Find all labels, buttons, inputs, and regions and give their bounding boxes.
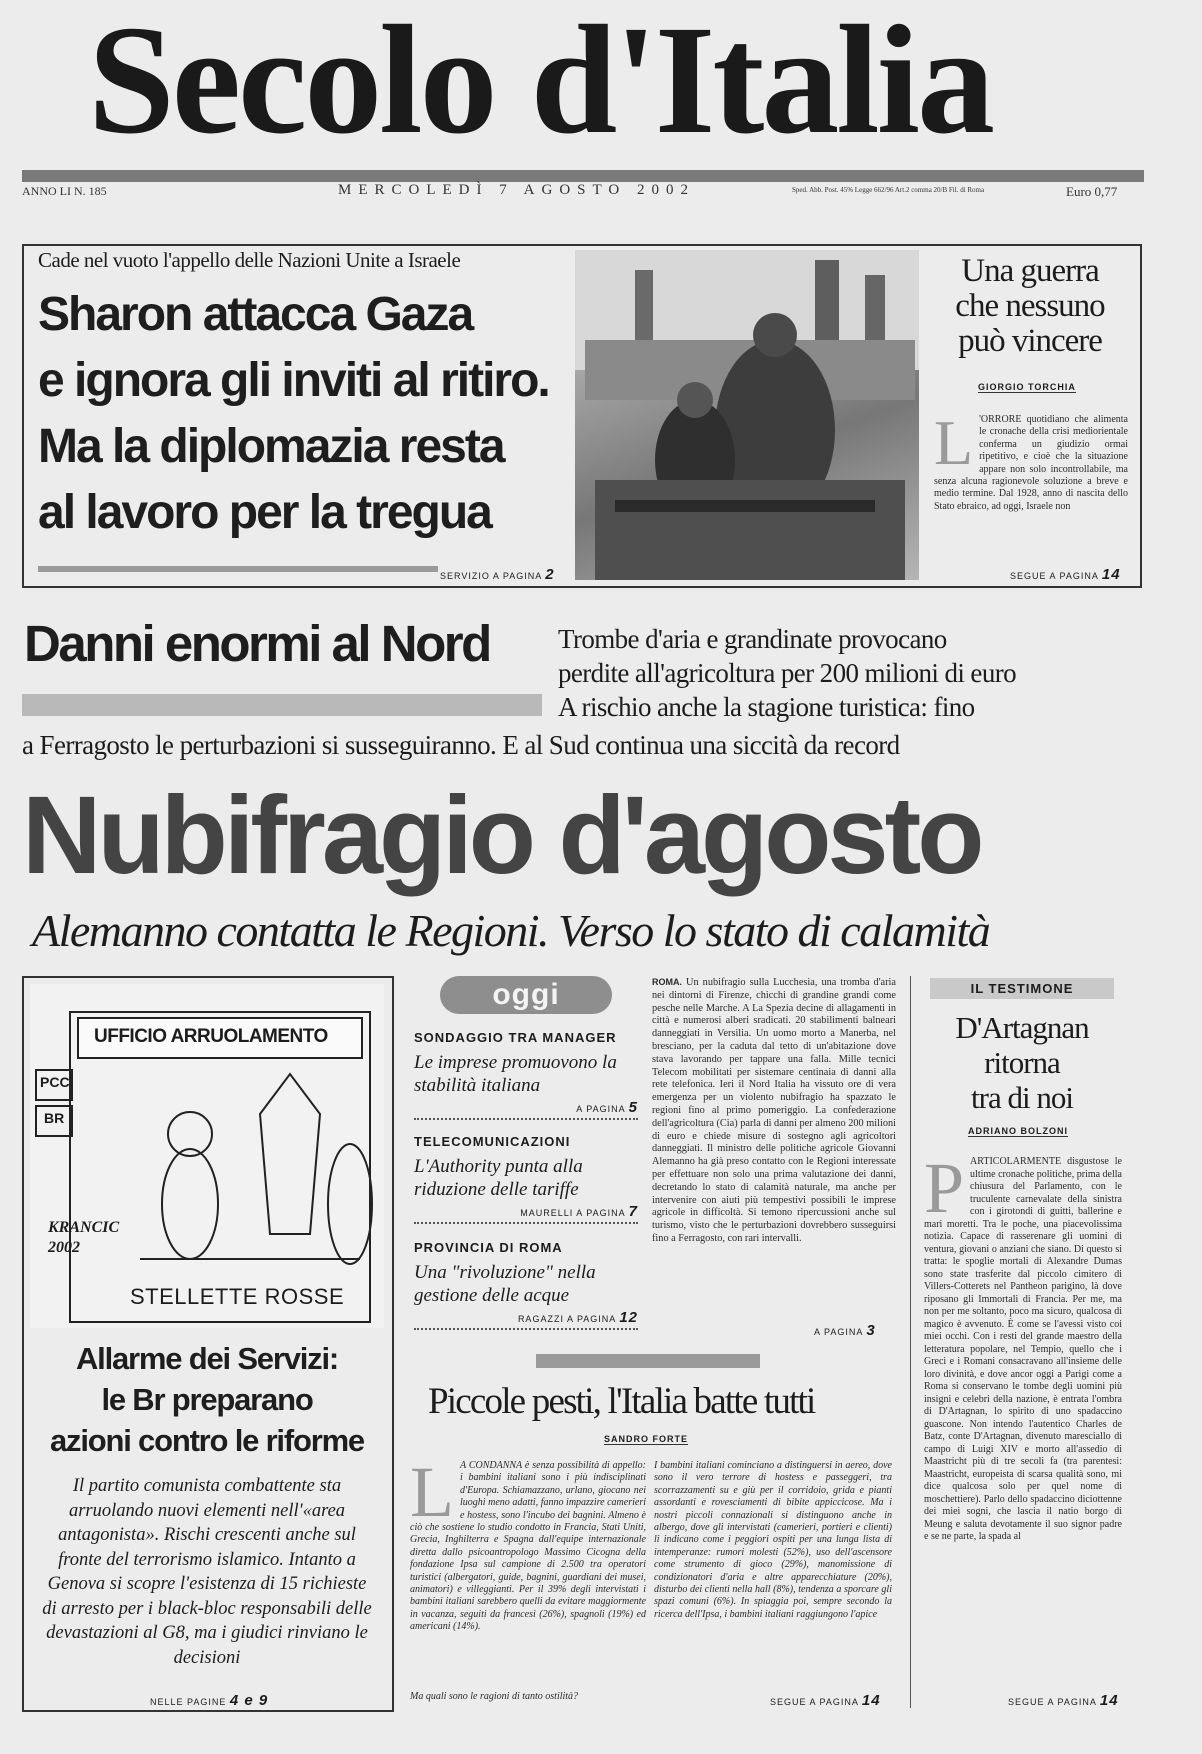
price: Euro 0,77 bbox=[1066, 184, 1118, 199]
oggi-item[interactable] bbox=[414, 1240, 638, 1330]
allarme-ref-text: NELLE PAGINE bbox=[150, 1697, 227, 1707]
oggi-item-title: Le imprese promuovono la stabilità italiana bbox=[414, 1052, 617, 1096]
testimone-author: ADRIANO BOLZONI bbox=[968, 1126, 1068, 1136]
pesti-rule bbox=[536, 1354, 760, 1368]
sharon-ref-text: SERVIZIO A PAGINA bbox=[440, 571, 542, 581]
sharon-headline bbox=[38, 282, 578, 546]
testimone-page-ref bbox=[1008, 1692, 1119, 1709]
pesti-headline: Piccole pesti, l'Italia batte tutti bbox=[428, 1381, 815, 1422]
roma-page-ref bbox=[814, 1322, 876, 1339]
guerra-ref-page: 14 bbox=[1101, 566, 1121, 583]
sharon-headline-line: al lavoro per la tregua bbox=[38, 486, 491, 539]
pesti-column-2: I bambini italiani cominciano a distinguersi in aereo, dove sono il vero terrore di hostess e passeggeri, tra scorrazzamenti su e giù per il corridoio, grida e pianti assordanti e rovesciamenti di bibite appiccicose. Ma i nostri piccoli connazionali si distinguono anche in albergo, dove gli intervistati (camerieri, portieri e clienti) li indicano come i peggiori ospiti per una lunga lista di intemperanze: rumori molesti (52%), uso dell'ascensore come strumento di gioco (29%), manomissione di condizionatori d'aria e altre apparecchiature (20%), disturbo dei clienti nella hall (8%), tendenza a sporcare gli spazi comuni (6%). In spiaggia poi, sempre secondo la ricerca dell'Ipsa, i bambini italiani raggiungono l'apice bbox=[654, 1460, 892, 1620]
sharon-headline-line: Sharon attacca Gaza bbox=[38, 288, 473, 341]
oggi-item-ref-text: RAGAZZI A PAGINA bbox=[517, 1314, 616, 1324]
roma-dateline: ROMA. bbox=[652, 977, 682, 987]
postal-notice: Sped. Abb. Post. 45% Legge 662/96 Art.2 comma 20/B Fil. di Roma bbox=[792, 186, 985, 194]
oggi-item-separator bbox=[414, 1222, 638, 1224]
main-subhead: Alemanno contatta le Regioni. Verso lo stato di calamità bbox=[32, 905, 990, 956]
pesti-col1-text: A CONDANNA è senza possibilità di appello: i bambini italiani sono i più indisciplinati d'Europa. Schiamazzano, urlano, giocano nei luoghi meno adatti, fanno impazzire camerieri e hostess, sono l'incubo dei bagnini. Almeno è ciò che sostiene lo studio condotto in Francia, Stati Uniti, Grecia, Inghilterra e Spagna dall'equipe internazionale diretta dallo psicoantropologo Massimo Cicogna della fondazione Ipsa sul campione di 2.500 tra operatori turistici (albergatori, guide, bagnini, guardiani dei musei, animatori) e villeggianti. Per il 39% degli intervistati i bambini italiani sarebbero quelli da evitare maggiormente in vacanza, seguiti da francesi (26%), spagnoli (19%) ed americani (14%). bbox=[410, 1460, 646, 1633]
testimone-ref-text: SEGUE A PAGINA bbox=[1008, 1697, 1097, 1707]
pesti-page-ref bbox=[770, 1692, 881, 1709]
oggi-item-section: SONDAGGIO TRA MANAGER bbox=[414, 1030, 617, 1045]
roma-ref-page: 3 bbox=[866, 1322, 876, 1339]
guerra-body bbox=[934, 414, 1128, 554]
danni-deck-full: a Ferragosto le perturbazioni si susseguiranno. E al Sud continua una siccità da record bbox=[22, 730, 900, 760]
main-headline: Nubifragio d'agosto bbox=[22, 774, 981, 897]
masthead-title: Secolo d'Italia bbox=[88, 0, 993, 166]
oggi-item-ref bbox=[414, 1309, 638, 1326]
cartoon-label-pcc: PCC bbox=[40, 1074, 70, 1090]
sharon-ref-rule bbox=[38, 566, 438, 572]
danni-deck bbox=[558, 622, 1016, 724]
issue-date: MERCOLEDÌ 7 AGOSTO 2002 bbox=[338, 182, 695, 198]
oggi-item-ref bbox=[414, 1203, 638, 1220]
roma-body: Un nubifragio sulla Lucchesia, una tromba d'aria nei dintorni di Firenze, chicchi di grandine grandi come pesche nelle Marche. A La Spezia decine di allagamenti in città e numerosi alberi sradicati. 20 stabilimenti balneari danneggiati in Versilia. Un uomo morto a Manerba, nel bresciano, per la caduta dal tetto di un'abitazione dove stava lavorando per tappare una falla. Mille tecnici Telecom mobilitati per sistemare centinaia di danni alla rete telefonica. Ieri il Nord Italia ha vissuto ore di vera emergenza per un violento nubifragio ha spazzato le regioni fino al primo pomeriggio. La confederazione dell'agricoltura (Cia) parla di danni per almeno 200 milioni di euro e chiede misure di sostegno agli agricoltori danneggiati. Il ministro delle politiche agricole Giovanni Alemanno ha già preso contatto con le Regioni interessate per effettuare non solo una prima valutazione dei danni, decretando lo stato di calamità naturale, ma anche per intervenire con aiuti più tempestivi possibili le imprese agricole in difficoltà. Si temono ripercussioni anche sul turismo, visto che le perturbazioni dovrebbero susseguirsi fino a Ferragosto, con rari intervalli. bbox=[652, 977, 896, 1244]
testimone-headline-line: ritorna bbox=[984, 1045, 1060, 1080]
testimone-headline-line: tra di noi bbox=[971, 1080, 1073, 1115]
pesti-column-1 bbox=[410, 1460, 646, 1686]
gaza-soldiers-photo bbox=[575, 250, 919, 580]
allarme-headline bbox=[30, 1338, 384, 1461]
oggi-item-separator bbox=[414, 1328, 638, 1330]
allarme-headline-line: le Br preparano bbox=[101, 1382, 313, 1417]
sharon-kicker: Cade nel vuoto l'appello delle Nazioni Unite a Israele bbox=[38, 248, 461, 272]
pesti-author: SANDRO FORTE bbox=[604, 1434, 688, 1444]
allarme-ref-pages: 4 e 9 bbox=[229, 1692, 269, 1709]
oggi-item-ref-text: A PAGINA bbox=[576, 1104, 626, 1114]
guerra-headline bbox=[930, 254, 1130, 359]
testimone-dropcap: P bbox=[924, 1156, 965, 1228]
allarme-headline-line: azioni contro le riforme bbox=[50, 1423, 364, 1458]
oggi-item-title: L'Authority punta alla riduzione delle tariffe bbox=[414, 1156, 583, 1200]
testimone-headline-line: D'Artagnan bbox=[955, 1010, 1089, 1045]
oggi-item-ref-page: 7 bbox=[628, 1203, 638, 1220]
danni-rule bbox=[22, 694, 542, 716]
cartoon-label-br: BR bbox=[44, 1110, 65, 1126]
cartoon-caption: STELLETTE ROSSE bbox=[130, 1284, 345, 1309]
guerra-headline-line: può vincere bbox=[958, 323, 1102, 359]
cartoon-sign: UFFICIO ARRUOLAMENTO bbox=[94, 1026, 328, 1047]
oggi-item-ref-page: 5 bbox=[628, 1099, 638, 1116]
testimone-body-text: ARTICOLARMENTE disgustose le ultime cronache politiche, prima della chiusura del Parlamento, con le truculente carnevalate della sinistra con i girotondi di guitti, ballerine e mari moretti. Tra le poche, una piacevolissima notizia. Capace di rasserenare gli uomini di ventura, giovani o anziani che siano. Di questo si tratta: le spoglie mortali di Alexandre Dumas sono state trasferite dal piccolo cimitero di Villers-Cotterets nel Pantheon parigino, là dove riposano gli Immortali di Francia. Per me, ma non per me soltanto, poco ma sicuro, qualcosa di magico è avvenuto. È come se l'avessi visto coi miei occhi. Con i resti del grande maestro della letteratura popolare, nel Tempio, quello che i Greci e i Romani consacravano all'insieme delle loro divinità, e dove ancor oggi a Parigi come a Roma si conservano le tombe degli uomini più insigni e celebri della nazione, è entrata l'ombra di D'Artagnan, lo spirito di uno spadaccino guascone. Non intendo l'autentico Charles de Batz, conte D'Artagnan, divenuto maresciallo di campo di Luigi XIV e morto all'assedio di Maastricht più di tre secoli fa (tra parentesi: Maastricht, europeista di scarsa qualità sono, mi dice qualcosa solo per quel nome di moschettiere). Parlo dello spadaccino diciottenne dei miei sogni, che lascia il natio borgo di Meung e saluta devotamente il suo signor padre e se ne parte, la spada al bbox=[924, 1156, 1122, 1542]
oggi-item-ref-page: 12 bbox=[619, 1309, 638, 1326]
guerra-dropcap: L bbox=[934, 414, 974, 478]
pesti-ref-page: 14 bbox=[861, 1692, 881, 1709]
sharon-ref-page: 2 bbox=[545, 566, 555, 583]
masthead-rule bbox=[22, 170, 1144, 182]
guerra-author: GIORGIO TORCHIA bbox=[978, 382, 1076, 392]
oggi-item-separator bbox=[414, 1118, 638, 1120]
oggi-item-section: TELECOMUNICAZIONI bbox=[414, 1134, 571, 1149]
oggi-item[interactable] bbox=[414, 1134, 638, 1224]
allarme-page-ref bbox=[150, 1692, 268, 1709]
cartoon bbox=[30, 984, 384, 1328]
guerra-ref-text: SEGUE A PAGINA bbox=[1010, 571, 1099, 581]
oggi-item-section: PROVINCIA DI ROMA bbox=[414, 1240, 563, 1255]
danni-deck-line: A rischio anche la stagione turistica: fino bbox=[558, 692, 975, 722]
oggi-item-ref bbox=[414, 1099, 638, 1116]
issue-number: ANNO LI N. 185 bbox=[22, 184, 107, 198]
sharon-page-ref bbox=[440, 566, 555, 583]
guerra-headline-line: Una guerra bbox=[961, 253, 1099, 289]
oggi-item-ref-text: MAURELLI A PAGINA bbox=[520, 1208, 626, 1218]
danni-headline: Danni enormi al Nord bbox=[24, 615, 490, 672]
danni-deck-line: perdite all'agricoltura per 200 milioni di euro bbox=[558, 658, 1017, 688]
sharon-headline-line: Ma la diplomazia resta bbox=[38, 420, 504, 473]
pesti-col1-tail: Ma quali sono le ragioni di tanto ostilità? bbox=[410, 1691, 579, 1702]
testimone-headline bbox=[922, 1010, 1122, 1115]
guerra-body-text: 'ORRORE quotidiano che alimenta le cronache della crisi mediorientale conferma un giudizio ormai ripetitivo, e cioè che la situazione appare non solo incontrollabile, ma senza alcuna ragionevole soluzione a breve e medio termine. Dal 1928, anno di nascita dello Stato ebraico, ad oggi, Israele non bbox=[934, 414, 1128, 512]
pesti-ref-text: SEGUE A PAGINA bbox=[770, 1697, 859, 1707]
cartoon-signature: KRANCIC 2002 bbox=[48, 1219, 120, 1256]
oggi-item[interactable] bbox=[414, 1030, 638, 1120]
pesti-dropcap: L bbox=[410, 1460, 454, 1532]
testimone-ref-page: 14 bbox=[1099, 1692, 1119, 1709]
roma-ref-text: A PAGINA bbox=[814, 1327, 863, 1337]
photo-illustration bbox=[575, 250, 919, 580]
sharon-headline-line: e ignora gli inviti al ritiro. bbox=[38, 354, 549, 407]
guerra-headline-line: che nessuno bbox=[955, 288, 1105, 324]
danni-deck-line: Trombe d'aria e grandinate provocano bbox=[558, 624, 947, 654]
testimone-label: IL TESTIMONE bbox=[930, 978, 1114, 999]
roma-article bbox=[652, 976, 896, 1312]
allarme-headline-line: Allarme dei Servizi: bbox=[75, 1341, 338, 1376]
oggi-badge: oggi bbox=[440, 976, 612, 1014]
testimone-body bbox=[924, 1156, 1122, 1676]
oggi-item-title: Una "rivoluzione" nella gestione delle acque bbox=[414, 1262, 596, 1306]
guerra-page-ref bbox=[1010, 566, 1121, 583]
allarme-body: Il partito comunista combattente sta arruolando nuovi elementi nell'«area antagonista». Rischi crescenti anche sul fronte del terrorismo islamico. Intanto a Genova si scopre l'esistenza di 15 richieste di arresto per i black-bloc responsabili delle devastazioni al G8, ma i giudici rinviano le decisioni bbox=[42, 1476, 372, 1668]
